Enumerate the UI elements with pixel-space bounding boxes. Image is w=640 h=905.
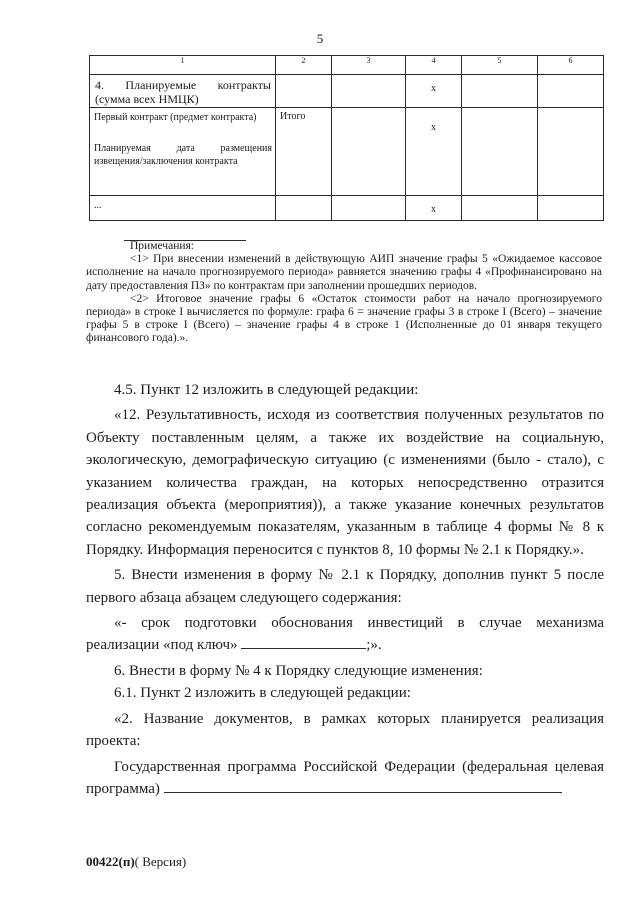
row-label [90,75,276,108]
row-label [90,196,276,221]
table-cell [538,108,604,196]
cross-mark: x [431,204,436,215]
table-cell [332,196,406,221]
row-label [90,108,276,196]
total-label: Итого [280,111,306,122]
paragraph-12: «12. Результативность, исходя из соответствия полученных результатов по Объекту поставленным целям, а также их воздействие на социальную, экологическую, демографическую ситуацию (с изменениями (было - стало), с указанием количества граждан, на которых непосредственно отразится реализация объекта (мероприятия)), а также указание конечных результатов согласно рекомендуемым показателям, указанным в таблице 4 формы № 8 к Порядку. Информация переносится с пунктов 8, 10 формы № 2.1 к Порядку.». [86,407,604,558]
table-cell [462,196,538,221]
column-header: 2 [276,56,332,75]
cross-mark: x [431,122,436,133]
table-cell [538,196,604,221]
paragraph-deadline [86,612,604,657]
table-cell [406,75,462,108]
page-number: 5 [316,31,324,46]
paragraph-2: «2. Название документов, в рамках которых планируется реализация проекта: [86,710,604,750]
column-header: 4 [406,56,462,75]
note-1: <1> При внесении изменений в действующую АИП значение графы 5 «Ожидаемое кассовое исполнение на начало прогнозируемого периода» равняется значению графы 4 «Профинансировано на дату предоставления ПЗ» по контрактам при заполнении прошедших периодов. [86,253,602,292]
paragraph-6: 6. Внести в форму № 4 к Порядку следующие изменения: [114,662,483,679]
contracts-table [89,55,604,221]
deadline-text-end: ;». [366,637,382,654]
table-cell [406,108,462,196]
note-2: <2> Итоговое значение графы 6 «Остаток стоимости работ на начало прогнозируемого периода» в строке I вычисляется по формуле: графа 6 = значение графы 3 в строке I (Всего) – значение графы 5 в строке I (Всего) – значение графы 4 в строке 1 (Исполненные до 01 января текущего финансового года).». [86,292,602,345]
paragraph-5: 5. Внести изменения в форму № 2.1 к Порядку, дополнив пункт 5 после первого абзаца абзацем следующего содержания: [86,567,604,606]
fill-in-blank [164,780,562,793]
fill-in-blank [241,636,366,649]
table-header-row [90,56,604,75]
planned-contracts-label: 4. Планируемые контракты (сумма всех НМЦК) [95,78,271,106]
table-row-first-contract [90,108,604,196]
first-contract-date-label: Планируемая дата размещения извещения/заключения контракта [94,143,272,167]
program-text: Государственная программа Российской Федерации (федеральная целевая программа) [86,758,604,797]
document-footer [86,854,186,870]
ellipsis-label: ... [94,200,102,211]
paragraph-6-1: 6.1. Пункт 2 изложить в следующей редакции: [114,685,411,702]
table-cell [276,196,332,221]
document-body [86,379,604,800]
table-cell [462,75,538,108]
table-row-planned-contracts [90,75,604,108]
table-row-more [90,196,604,221]
paragraph-4-5: 4.5. Пункт 12 изложить в следующей редакции: [114,382,419,398]
cross-mark: x [431,83,436,94]
notes-title: Примечания: [130,240,194,252]
notes-section [86,240,602,346]
first-contract-subject-label: Первый контракт (предмет контракта) [94,112,257,123]
document-code: 00422(п) [86,854,135,869]
table-cell [406,196,462,221]
table-cell [332,108,406,196]
table-cell [276,108,332,196]
deadline-text: «- срок подготовки обоснования инвестиций в случае механизма реализации «под ключ» [86,615,604,654]
document-version: ( Версия) [134,854,187,869]
column-header: 5 [462,56,538,75]
column-header: 3 [332,56,406,75]
table-cell [538,75,604,108]
table-cell [462,108,538,196]
paragraph-program [86,756,604,801]
table-cell [276,75,332,108]
column-header: 1 [90,56,276,75]
table-cell [332,75,406,108]
column-header: 6 [538,56,604,75]
